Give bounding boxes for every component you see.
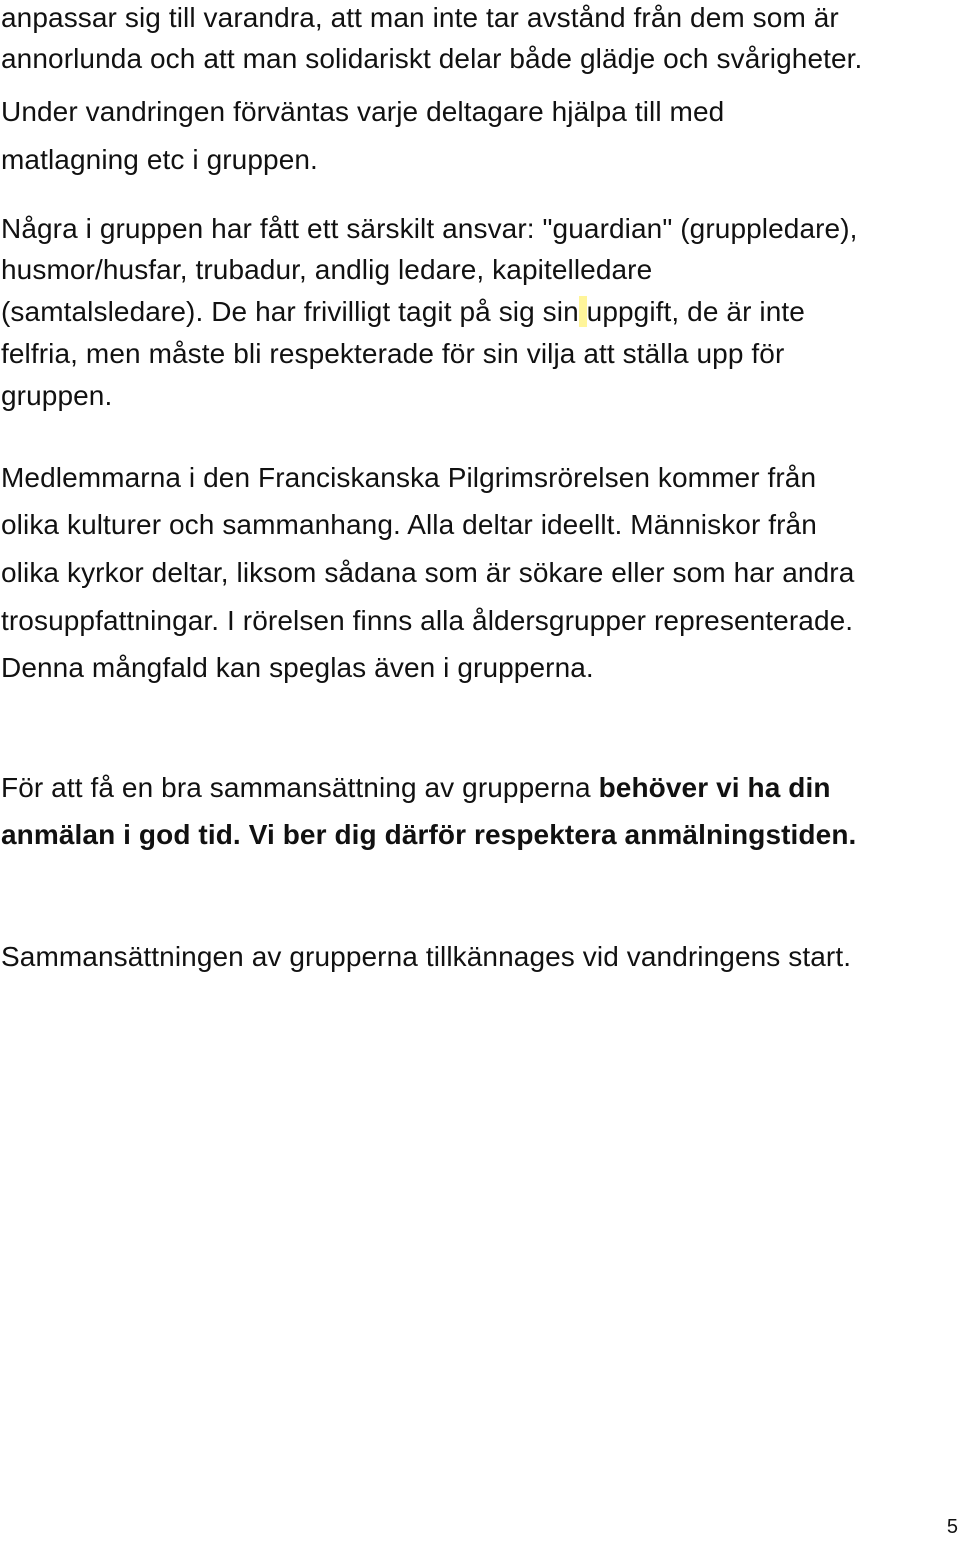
paragraph-2-line-2: husmor/husfar, trubadur, andlig ledare, kapitelledare [1,254,653,285]
paragraph-3-line-2: olika kulturer och sammanhang. Alla deltar ideellt. Människor från [1,509,817,540]
paragraph-2-line-5: gruppen. [1,380,113,411]
paragraph-5-line-1: Sammansättningen av grupperna tillkännages vid vandringens start. [1,941,852,972]
text-highlight [579,296,587,327]
paragraph-3-line-4: trosuppfattningar. I rörelsen finns alla åldersgrupper representerade. [1,605,854,636]
paragraph-2-line-1: Några i gruppen har fått ett särskilt ansvar: "guardian" (gruppledare), [1,213,858,244]
paragraph-4-line-2: anmälan i god tid. Vi ber dig därför respektera anmälningstiden. [1,819,857,850]
paragraph-4-line-1 [1,771,831,805]
paragraph-2-line-3 [1,295,805,329]
paragraph-2-line-4: felfria, men måste bli respekterade för sin vilja att ställa upp för [1,338,785,369]
paragraph-4-normal-text: För att få en bra sammansättning av grupperna [1,772,599,803]
page-number: 5 [946,1516,958,1538]
paragraph-1-line-3: Under vandringen förväntas varje deltagare hjälpa till med [1,96,725,127]
paragraph-1-line-1: anpassar sig till varandra, att man inte tar avstånd från dem som är [1,2,839,33]
paragraph-3-line-5: Denna mångfald kan speglas även i grupperna. [1,652,594,683]
paragraph-1-line-4: matlagning etc i gruppen. [1,144,318,175]
paragraph-3-line-3: olika kyrkor deltar, liksom sådana som är sökare eller som har andra [1,557,855,588]
paragraph-4-bold-text: behöver vi ha din [598,772,831,803]
paragraph-3-line-1: Medlemmarna i den Franciskanska Pilgrimsrörelsen kommer från [1,462,817,493]
paragraph-2-line-3-start: (samtalsledare). De har frivilligt tagit på sig sin [1,296,579,327]
paragraph-1-line-2: annorlunda och att man solidariskt delar både glädje och svårigheter. [1,43,863,74]
paragraph-2-line-3-end: uppgift, de är inte [586,296,805,327]
